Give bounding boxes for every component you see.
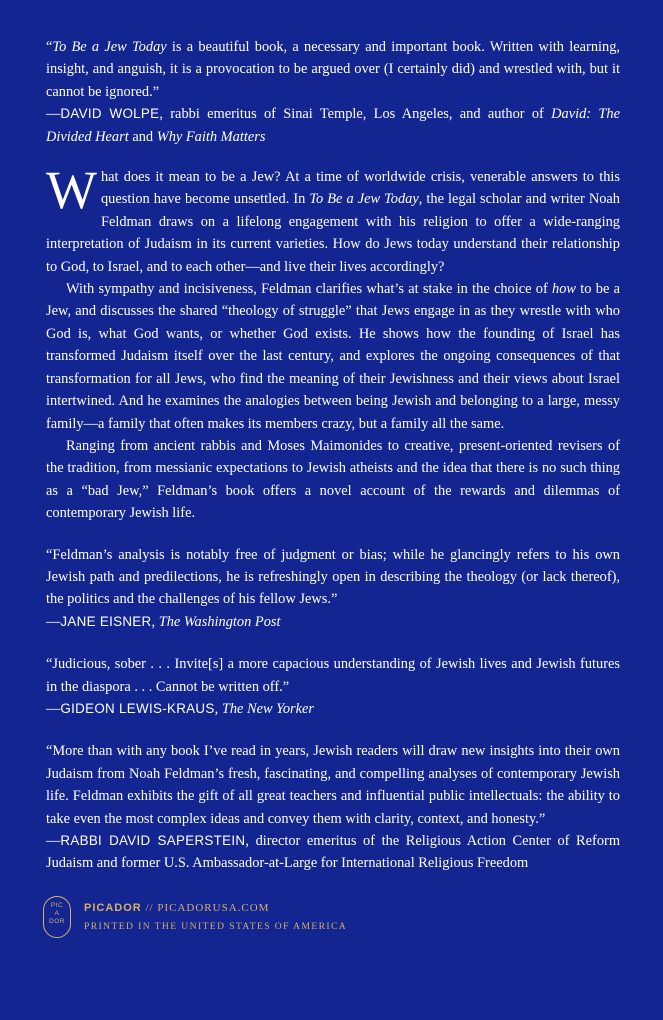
publisher-name: PICADOR [84, 902, 142, 914]
publisher-footer [43, 896, 603, 940]
publisher-line: PICADOR // PICADORUSA.COM [84, 902, 270, 914]
blurb-wolpe [46, 36, 620, 148]
blurb-wolpe-attribution: —DAVID WOLPE, rabbi emeritus of Sinai Temple, Los Angeles, and author of David: The Divided Heart and Why Faith Matters [46, 106, 620, 145]
book-title-ref: To Be a Jew Today [52, 39, 167, 55]
back-cover-text [46, 36, 620, 892]
review-eisner-attribution: —JANE EISNER, The Washington Post [46, 613, 281, 630]
reviewer-name: JANE EISNER [60, 613, 152, 629]
reviewer-name: RABBI DAVID SAPERSTEIN [60, 833, 246, 848]
review-saperstein [46, 740, 620, 874]
blurb-wolpe-quote: “To Be a Jew Today is a beautiful book, a necessary and important book. Written with learning, insight, and anguish, it is a provocation to be argued over (I certainly did) and wrestled with, but it cannot be ignored.” [46, 39, 620, 100]
picador-seal-logo: PIC A DOR [43, 896, 71, 938]
drop-cap: W [46, 160, 97, 221]
publication-name: The New Yorker [221, 700, 315, 717]
review-saperstein-attribution: —RABBI DAVID SAPERSTEIN, director emeritus of the Religious Action Center of Reform Judaism and former U.S. Ambassador-at-Large for International Religious Freedom [46, 833, 621, 872]
publisher-website: PICADORUSA.COM [157, 902, 270, 914]
publication-name: The Washington Post [158, 613, 281, 630]
reviewer-name: GIDEON LEWIS-KRAUS [60, 700, 215, 716]
description-paragraph-2: With sympathy and incisiveness, Feldman clarifies what’s at stake in the choice of how to be a Jew, and discusses the shared “theology of struggle” that Jews engage in as they wrestle with who God is, what God wants, or whether God exists. He shows how the founding of Israel has transformed Judaism itself over the last century, and explores the ongoing consequences of that transformation for all Jews, who find the meaning of their Jewishness and their views about Israel intertwined. And he examines the analogies between being Jewish and belonging to a large, messy family—a family that often makes its members crazy, but a family all the same. [46, 281, 620, 432]
review-lewis-kraus-quote: “Judicious, sober . . . Invite[s] a more capacious understanding of Jewish lives and Jewish futures in the diaspora . . . Cannot be written off.” [46, 656, 620, 695]
description-paragraph-1: What does it mean to be a Jew? At a time of worldwide crisis, venerable answers to this question have become unsettled. In To Be a Jew Today, the legal scholar and writer Noah Feldman draws on a lifelong engagement with his religion to offer a wide-ranging interpretation of Judaism in its current varieties. How do Jews today understand their relationship to God, to Israel, and to each other—and live their lives accordingly? [46, 160, 620, 275]
review-lewis-kraus [46, 653, 620, 720]
description-paragraph-3: Ranging from ancient rabbis and Moses Maimonides to creative, present-oriented revisers of the tradition, from messianic expectations to Jewish atheists and the idea that there is no such thing as a “bad Jew,” Feldman’s book offers a novel account of the rewards and dilemmas of contemporary Jewish life. [46, 437, 620, 522]
review-saperstein-quote: “More than with any book I’ve read in years, Jewish readers will draw new insights into their own Judaism from Noah Feldman’s fresh, fascinating, and compelling analyses of contemporary Jewish life. Feldman exhibits the gift of all great teachers and influential public intellectuals: the ability to take even the most complex ideas and convey them with clarity, context, and honesty.” [46, 743, 620, 827]
reviewer-name: DAVID WOLPE [60, 106, 160, 122]
review-eisner [46, 544, 620, 634]
review-lewis-kraus-attribution: —GIDEON LEWIS-KRAUS, The New Yorker [46, 700, 315, 717]
book-description [46, 160, 620, 525]
review-eisner-quote: “Feldman’s analysis is notably free of judgment or bias; while he glancingly refers to his own Jewish path and predilections, he is refreshingly open in describing the theology (or lack thereof), the politics and the challenges of his fellow Jews.” [46, 546, 620, 608]
printed-in-line: PRINTED IN THE UNITED STATES OF AMERICA [84, 921, 348, 932]
